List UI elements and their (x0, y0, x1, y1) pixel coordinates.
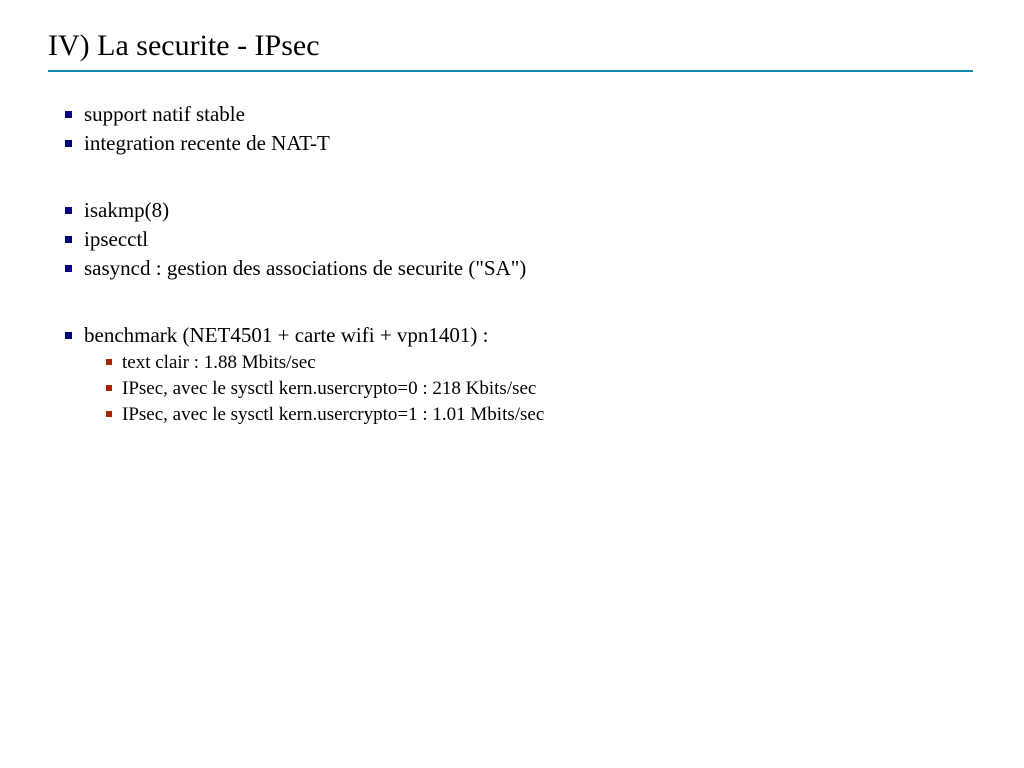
list-item-label: support natif stable (84, 102, 245, 126)
list-item (62, 254, 962, 283)
list-item (104, 402, 962, 428)
bullet-list-1 (62, 100, 962, 158)
list-item (62, 129, 962, 158)
bullet-group-2 (62, 196, 962, 283)
list-item (104, 376, 962, 402)
list-item (62, 100, 962, 129)
list-item (62, 196, 962, 225)
list-item-label: text clair : 1.88 Mbits/sec (122, 352, 316, 373)
bullet-list-3 (62, 321, 962, 428)
list-item-label: IPsec, avec le sysctl kern.usercrypto=1 : 1.01 Mbits/sec (122, 404, 545, 425)
small-square-bullet-icon (106, 359, 112, 365)
bullet-group-3 (62, 321, 962, 428)
square-bullet-icon (65, 111, 72, 118)
list-item-label: IPsec, avec le sysctl kern.usercrypto=0 : 218 Kbits/sec (122, 378, 537, 399)
list-item-label: integration recente de NAT-T (84, 131, 330, 155)
bullet-list-2 (62, 196, 962, 283)
square-bullet-icon (65, 207, 72, 214)
small-square-bullet-icon (106, 411, 112, 417)
list-item-label: ipsecctl (84, 227, 149, 251)
square-bullet-icon (65, 236, 72, 243)
list-item-label: sasyncd : gestion des associations de securite ("SA") (84, 256, 527, 280)
list-item (62, 225, 962, 254)
square-bullet-icon (65, 332, 72, 339)
sub-bullet-list (84, 350, 962, 428)
square-bullet-icon (65, 140, 72, 147)
slide-content (62, 100, 962, 428)
bullet-group-1 (62, 100, 962, 158)
list-item (104, 350, 962, 376)
list-item-label: benchmark (NET4501 + carte wifi + vpn1401) : (84, 323, 489, 347)
square-bullet-icon (65, 265, 72, 272)
list-item-label: isakmp(8) (84, 198, 170, 222)
title-divider (48, 70, 973, 72)
list-item (62, 321, 962, 428)
page-title: IV) La securite - IPsec (48, 29, 320, 62)
small-square-bullet-icon (106, 385, 112, 391)
